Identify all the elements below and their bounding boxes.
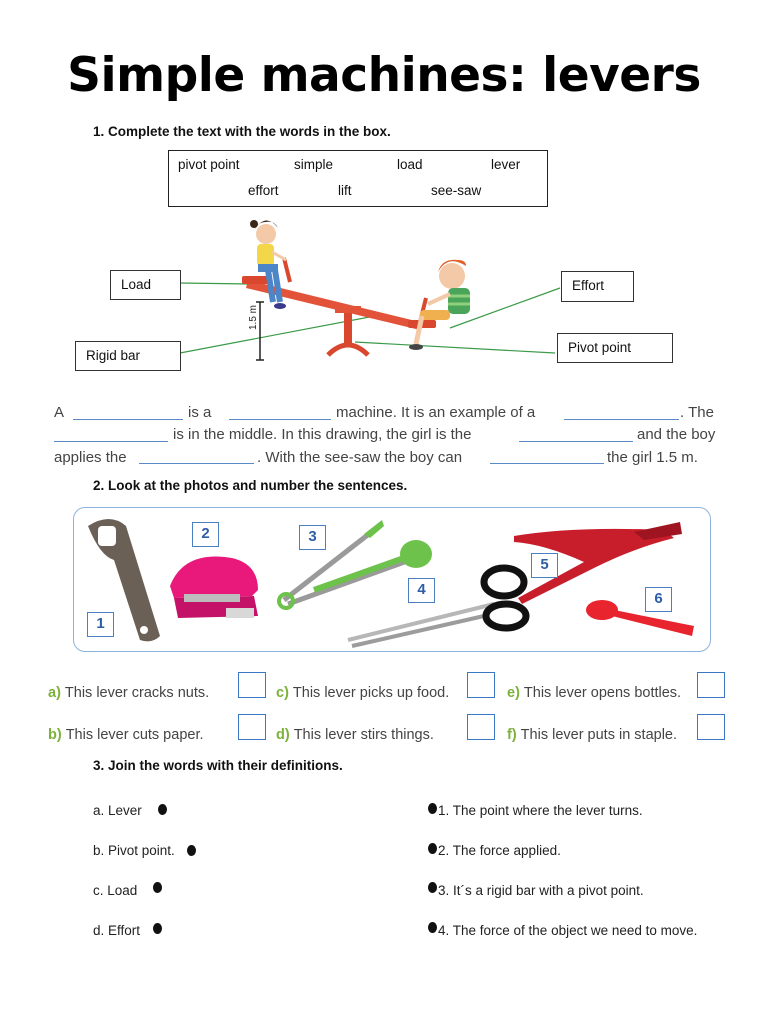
label-rigid-bar: Rigid bar — [75, 341, 181, 371]
sentence-d-letter: d) — [276, 727, 290, 743]
definition-2: 2. The force applied. — [438, 843, 561, 858]
blank-7[interactable] — [490, 463, 604, 464]
blank-6[interactable] — [139, 463, 254, 464]
scissors-image — [348, 568, 526, 646]
label-load: Load — [110, 270, 181, 300]
answer-box-a[interactable] — [238, 672, 266, 698]
fill-text-2b: and the boy — [637, 426, 716, 443]
sentence-c — [276, 685, 449, 701]
question-3-heading: 3. Join the words with their definitions. — [93, 758, 343, 773]
label-pivot-point: Pivot point — [557, 333, 673, 363]
page-title: Simple machines: levers — [67, 48, 701, 103]
definition-3: 3. It´s a rigid bar with a pivot point. — [438, 883, 644, 898]
word-load: load — [397, 157, 423, 172]
photo-number-2: 2 — [192, 522, 219, 547]
term-dot-d[interactable] — [153, 923, 162, 934]
definition-4: 4. The force of the object we need to move. — [438, 923, 698, 938]
term-load: c. Load — [93, 883, 138, 898]
sentence-d — [276, 727, 434, 743]
blank-4[interactable] — [54, 441, 168, 442]
photo-number-5: 5 — [531, 553, 558, 578]
fill-text-1a: A — [54, 404, 65, 421]
answer-box-e[interactable] — [697, 672, 725, 698]
stapler-image — [170, 557, 258, 618]
blank-1[interactable] — [73, 419, 183, 420]
term-dot-c[interactable] — [153, 882, 162, 893]
term-lever: a. Lever — [93, 803, 142, 818]
word-simple: simple — [294, 157, 334, 172]
sentence-f — [507, 727, 677, 743]
question-1-heading: 1. Complete the text with the words in the box. — [93, 124, 391, 139]
fill-text-1b: is a — [188, 404, 212, 421]
word-effort: effort — [248, 183, 279, 198]
sentence-e-letter: e) — [507, 685, 520, 701]
fill-text-3a: applies the — [54, 449, 127, 466]
word-box — [168, 150, 548, 207]
question-2-heading: 2. Look at the photos and number the sentences. — [93, 478, 408, 493]
blank-5[interactable] — [519, 441, 633, 442]
sentence-b-letter: b) — [48, 727, 62, 743]
lever-photos-panel — [73, 507, 711, 652]
height-label: 1.5 m — [248, 304, 259, 330]
word-pivot-point: pivot point — [178, 157, 240, 172]
sentence-e-text: This lever opens bottles. — [523, 685, 682, 701]
sentence-c-letter: c) — [276, 685, 289, 701]
fill-text-3b: . With the see-saw the boy can — [257, 449, 463, 466]
term-dot-b[interactable] — [187, 845, 196, 856]
word-lift: lift — [338, 183, 352, 198]
term-dot-a[interactable] — [158, 804, 167, 815]
spoon-image — [586, 600, 694, 636]
word-lever: lever — [491, 157, 521, 172]
blank-2[interactable] — [229, 419, 331, 420]
sentence-a-letter: a) — [48, 685, 61, 701]
definition-1: 1. The point where the lever turns. — [438, 803, 643, 818]
definition-dot-2[interactable] — [428, 843, 437, 854]
sentence-c-text: This lever picks up food. — [292, 685, 450, 701]
pivot-pointer-line — [355, 342, 555, 353]
seesaw-illustration — [70, 210, 710, 400]
answer-box-f[interactable] — [697, 714, 725, 740]
term-effort: d. Effort — [93, 923, 141, 938]
sentence-d-text: This lever stirs things. — [293, 727, 434, 743]
answer-box-b[interactable] — [238, 714, 266, 740]
photo-number-1: 1 — [87, 612, 114, 637]
photo-number-4: 4 — [408, 578, 435, 603]
girl-figure — [250, 220, 286, 309]
blank-3[interactable] — [564, 419, 679, 420]
answer-box-d[interactable] — [467, 714, 495, 740]
fill-text-1d: . The — [680, 404, 714, 421]
fill-text-1c: machine. It is an example of a — [336, 404, 536, 421]
term-pivot-point: b. Pivot point. — [93, 843, 175, 858]
photo-number-3: 3 — [299, 525, 326, 550]
sentence-a — [48, 685, 209, 701]
sentence-f-letter: f) — [507, 727, 517, 743]
fill-text-3c: the girl 1.5 m. — [607, 449, 698, 466]
sentence-f-text: This lever puts in staple. — [520, 727, 678, 743]
sentence-a-text: This lever cracks nuts. — [64, 685, 210, 701]
sentence-e — [507, 685, 681, 701]
seesaw-diagram — [70, 210, 710, 400]
sentence-b-text: This lever cuts paper. — [65, 727, 204, 743]
label-effort: Effort — [561, 271, 634, 302]
seesaw-base — [328, 345, 368, 355]
definition-dot-4[interactable] — [428, 922, 437, 933]
definition-dot-3[interactable] — [428, 882, 437, 893]
answer-box-c[interactable] — [467, 672, 495, 698]
sentence-b — [48, 727, 204, 743]
load-pointer-line — [180, 283, 250, 284]
photo-number-6: 6 — [645, 587, 672, 612]
fill-text-2a: is in the middle. In this drawing, the girl is the — [173, 426, 472, 443]
definition-dot-1[interactable] — [428, 803, 437, 814]
lever-photos — [74, 508, 709, 650]
seesaw-post — [344, 310, 352, 346]
word-see-saw: see-saw — [431, 183, 482, 198]
boy-figure — [409, 260, 470, 350]
